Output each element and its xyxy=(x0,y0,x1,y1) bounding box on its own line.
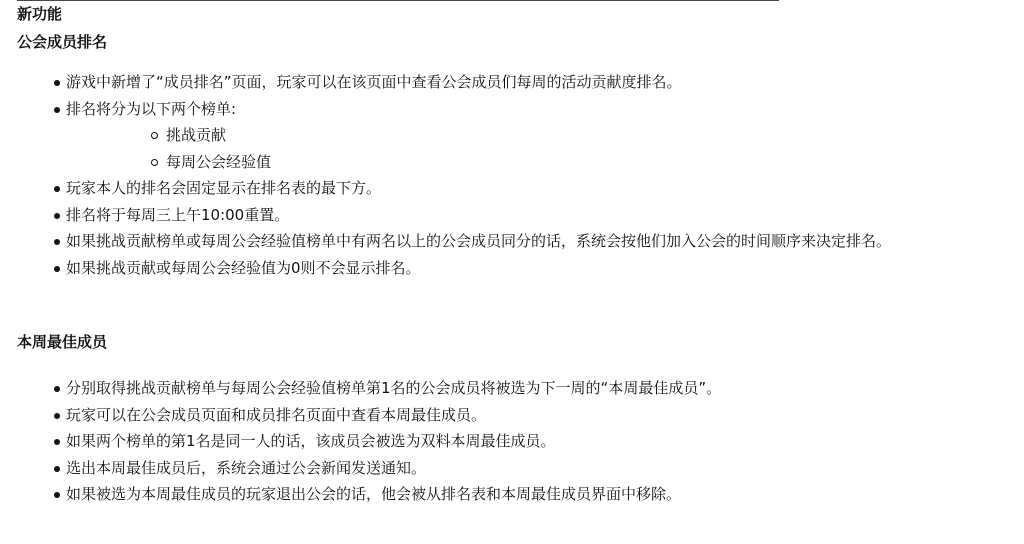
list-item: 玩家本人的排名会固定显示在排名表的最下方。 xyxy=(17,175,1024,202)
list-item: 如果被选为本周最佳成员的玩家退出公会的话，他会被从排名表和本周最佳成员界面中移除。 xyxy=(17,481,1024,508)
list-item: 游戏中新增了“成员排名”页面，玩家可以在该页面中查看公会成员们每周的活动贡献度排名。 xyxy=(17,69,1024,96)
page-heading: 新功能 xyxy=(17,5,63,23)
best-member-section xyxy=(17,331,1024,508)
top-divider xyxy=(17,0,779,1)
list-item: 如果挑战贡献或每周公会经验值为0则不会显示排名。 xyxy=(17,255,1024,282)
leaderboard-sublist xyxy=(66,122,1024,175)
document-body xyxy=(17,3,1024,503)
section-title-best-member: 本周最佳成员 xyxy=(17,333,108,351)
list-item: 如果挑战贡献榜单或每周公会经验值榜单中有两名以上的公会成员同分的话，系统会按他们加入公会的时间顺序来决定排名。 xyxy=(17,228,1024,255)
sublist-item: 挑战贡献 xyxy=(66,122,1024,149)
sublist-item: 每周公会经验值 xyxy=(66,149,1024,176)
best-member-list xyxy=(17,375,1024,508)
list-item: 排名将于每周三上午10:00重置。 xyxy=(17,202,1024,229)
list-item: 如果两个榜单的第1名是同一人的话，该成员会被选为双料本周最佳成员。 xyxy=(17,428,1024,455)
list-item: 分别取得挑战贡献榜单与每周公会经验值榜单第1名的公会成员将被选为下一周的“本周最佳成员”。 xyxy=(17,375,1024,402)
member-ranking-list xyxy=(17,69,1024,281)
list-item: 排名将分为以下两个榜单: 挑战贡献 每周公会经验值 xyxy=(17,96,1024,176)
list-item: 玩家可以在公会成员页面和成员排名页面中查看本周最佳成员。 xyxy=(17,402,1024,429)
list-item: 选出本周最佳成员后，系统会通过公会新闻发送通知。 xyxy=(17,455,1024,482)
section-title-member-ranking: 公会成员排名 xyxy=(17,33,108,51)
